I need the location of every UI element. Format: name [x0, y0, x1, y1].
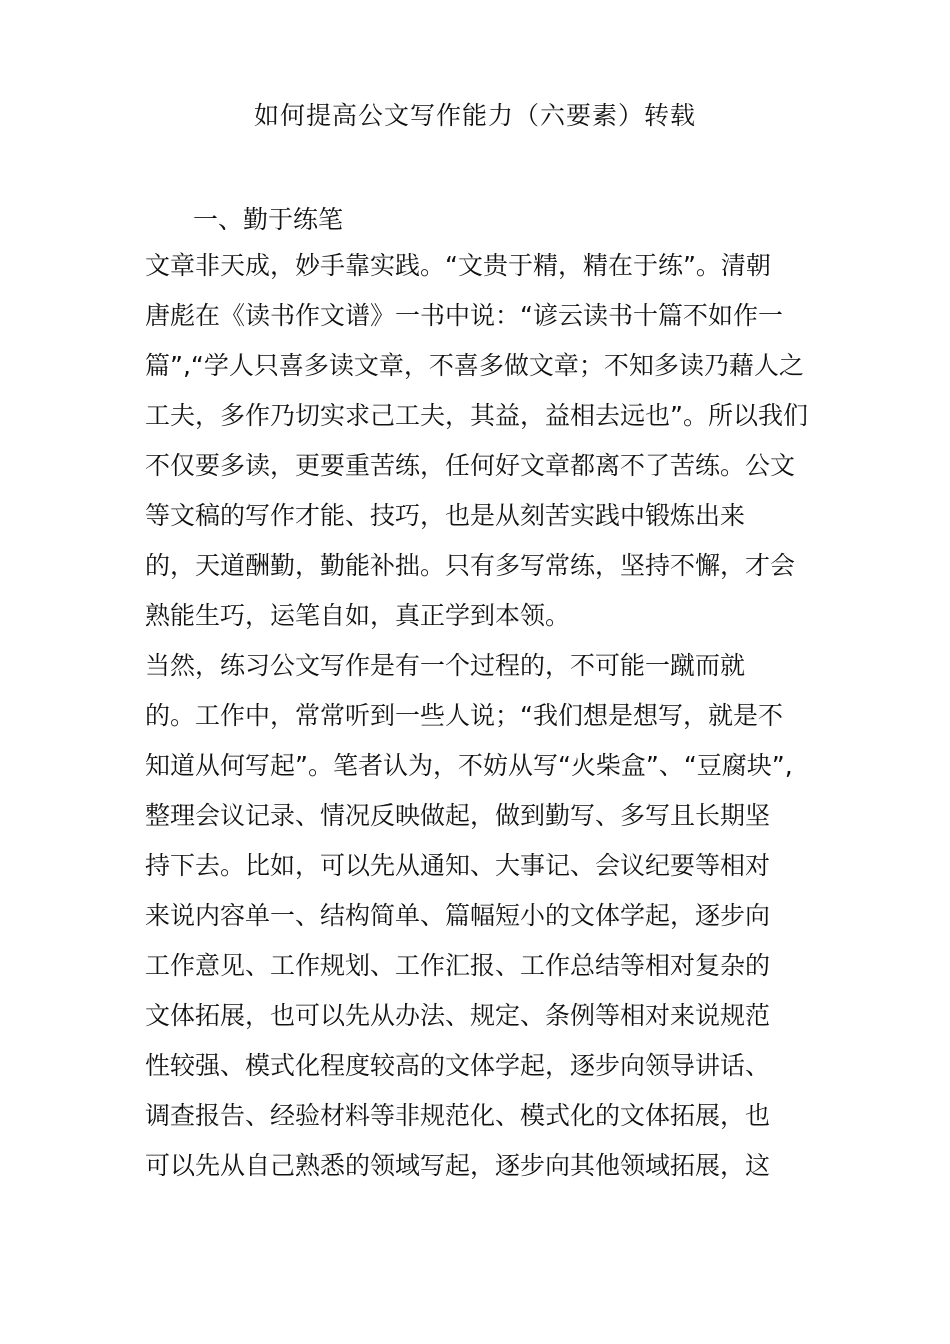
paragraph-line: 等文稿的写作才能、技巧，也是从刻苦实践中锻炼出来: [145, 501, 746, 530]
paragraph-line: 不仅要多读，更要重苦练，任何好文章都离不了苦练。公文: [145, 451, 796, 480]
paragraph-line: 性较强、模式化程度较高的文体学起，逐步向领导讲话、: [145, 1051, 771, 1080]
paragraph-line: 文章非天成，妙手靠实践。“文贵于精，精在于练”。清朝: [145, 251, 771, 280]
paragraph-line: 可以先从自己熟悉的领域写起，逐步向其他领域拓展，这: [145, 1151, 771, 1180]
paragraph-line: 的。工作中，常常听到一些人说；“我们想是想写，就是不: [145, 701, 783, 730]
paragraph-line: 持下去。比如，可以先从通知、大事记、会议纪要等相对: [145, 851, 771, 880]
document-title: 如何提高公文写作能力（六要素）转载: [253, 101, 696, 130]
paragraph-line: 工作意见、工作规划、工作汇报、工作总结等相对复杂的: [145, 951, 771, 980]
paragraph-line: 的，天道酬勤，勤能补拙。只有多写常练，坚持不懈，才会: [145, 551, 796, 580]
paragraph-line: 调查报告、经验材料等非规范化、模式化的文体拓展，也: [145, 1101, 771, 1130]
paragraph-line: 唐彪在《读书作文谱》一书中说：“谚云读书十篇不如作一: [145, 301, 783, 330]
paragraph-line: 熟能生巧，运笔自如，真正学到本领。: [145, 601, 571, 630]
paragraph-line: 当然，练习公文写作是有一个过程的，不可能一蹴而就: [145, 651, 746, 680]
paragraph-line: 篇”,“学人只喜多读文章，不喜多做文章；不知多读乃藉人之: [145, 351, 804, 380]
section-heading: 一、勤于练笔: [193, 205, 344, 234]
paragraph-line: 整理会议记录、情况反映做起，做到勤写、多写且长期坚: [145, 801, 771, 830]
paragraph-line: 工夫，多作乃切实求己工夫，其益，益相去远也”。所以我们: [145, 401, 808, 430]
paragraph-line: 知道从何写起”。笔者认为，不妨从写“火柴盒”、“豆腐块”,: [145, 751, 793, 780]
paragraph-line: 文体拓展，也可以先从办法、规定、条例等相对来说规范: [145, 1001, 771, 1030]
paragraph-line: 来说内容单一、结构简单、篇幅短小的文体学起，逐步向: [145, 901, 771, 930]
